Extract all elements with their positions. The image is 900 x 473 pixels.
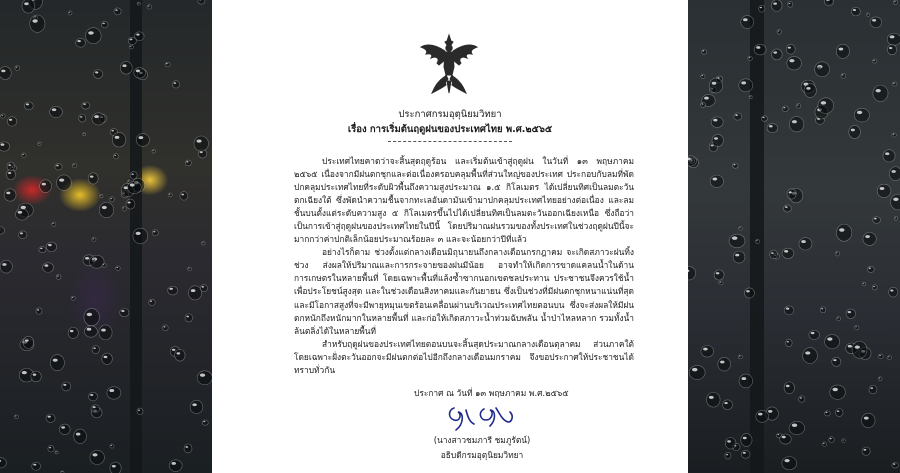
raindrop: [824, 411, 830, 416]
raindrop: [862, 447, 870, 455]
raindrop: [887, 33, 900, 45]
raindrop: [756, 410, 769, 422]
raindrop: [84, 326, 97, 337]
raindrop: [851, 7, 860, 16]
raindrop: [202, 420, 208, 425]
raindrop: [719, 281, 723, 285]
garuda-emblem-icon: [418, 33, 480, 95]
signer-position: อธิบดีกรมอุตุนิยมวิทยา: [440, 450, 524, 460]
raindrop: [789, 117, 803, 132]
body-paragraph-3: สำหรับฤดูฝนของประเทศไทยตอนบนจะสิ้นสุดประมาณกลางเดือนตุลาคม ส่วนภาคใต้โดยเฉพาะฝั่งตะวันออกจะมีฝนตกต่อไปอีกถึงกลางเดือนมกราคม จึงขอประกาศให้ประชาชนได้ทราบทั่วกัน: [294, 338, 634, 375]
raindrop: [92, 113, 105, 125]
raindrop: [709, 78, 722, 93]
raindrop: [114, 8, 121, 15]
raindrop: [55, 451, 58, 454]
raindrop: [893, 0, 897, 4]
raindrop: [197, 371, 212, 385]
raindrop: [110, 462, 121, 473]
raindrop: [36, 308, 42, 314]
raindrop: [832, 357, 841, 366]
raindrop: [76, 38, 86, 47]
raindrop: [714, 270, 724, 280]
raindrop: [855, 325, 859, 330]
raindrop: [892, 133, 896, 137]
raindrop: [190, 400, 203, 413]
announcement-body: [294, 155, 634, 377]
raindrop: [126, 199, 135, 209]
raindrop: [772, 49, 783, 60]
raindrop: [128, 37, 136, 44]
raindrop: [701, 345, 714, 357]
raindrop: [873, 217, 881, 224]
raindrop: [873, 85, 888, 101]
raindrop: [739, 79, 753, 92]
raindrop: [168, 193, 172, 197]
raindrop: [711, 117, 723, 128]
raindrop: [818, 98, 834, 114]
announcement-subject: เรื่อง การเริ่มต้นฤดูฝนของประเทศไทย พ.ศ.๒๕๖๕: [347, 124, 553, 135]
raindrop: [809, 330, 820, 339]
raindrop: [689, 365, 705, 379]
raindrop: [789, 421, 805, 434]
raindrop: [784, 205, 792, 212]
raindrop: [770, 250, 778, 259]
raindrop: [102, 353, 113, 364]
raindrop: [130, 171, 137, 179]
raindrop: [842, 439, 845, 443]
raindrops-right: [688, 0, 900, 473]
raindrop: [887, 356, 891, 360]
raindrop: [761, 116, 767, 122]
raindrop: [688, 266, 696, 280]
raindrop: [34, 16, 38, 19]
raindrop: [749, 96, 752, 99]
raindrop: [818, 66, 821, 69]
raindrop: [39, 247, 46, 253]
raindrop: [854, 108, 869, 122]
raindrop: [107, 387, 121, 399]
raindrop: [120, 308, 129, 316]
raindrop: [869, 385, 877, 394]
raindrop: [835, 409, 843, 417]
raindrop: [892, 462, 898, 468]
raindrop: [136, 134, 149, 147]
raindrop: [57, 175, 72, 191]
raindrop: [92, 237, 96, 241]
raindrop: [780, 434, 792, 444]
raindrop: [725, 438, 736, 450]
raindrop: [7, 162, 15, 171]
raindrop: [18, 231, 26, 239]
raindrop: [50, 355, 64, 371]
raindrop: [796, 103, 800, 108]
raindrop: [52, 222, 56, 226]
raindrop: [122, 206, 126, 211]
raindrop: [74, 429, 87, 443]
raindrop: [741, 434, 752, 447]
raindrop: [188, 286, 201, 300]
raindrop: [803, 348, 818, 364]
raindrop: [71, 296, 75, 300]
raindrop: [825, 335, 840, 349]
raindrop: [836, 44, 849, 58]
raindrop: [14, 415, 18, 419]
raindrop: [701, 74, 705, 78]
raindrop: [202, 242, 205, 245]
raindrop: [741, 16, 754, 29]
raindrop: [46, 242, 56, 252]
raindrop: [137, 2, 140, 5]
raindrop: [887, 44, 896, 54]
raindrop: [862, 413, 875, 428]
raindrop: [786, 44, 795, 54]
raindrop: [149, 299, 155, 305]
raindrop: [137, 408, 143, 415]
raindrop: [777, 29, 781, 34]
raindrop: [198, 0, 205, 4]
raindrop: [771, 0, 782, 11]
rain-photo-right: [688, 0, 900, 473]
raindrop: [738, 355, 742, 359]
raindrop: [863, 232, 876, 245]
raindrop: [829, 437, 834, 443]
raindrop: [15, 209, 28, 220]
raindrop: [867, 266, 874, 272]
raindrop: [89, 255, 104, 268]
raindrop: [767, 124, 778, 133]
raindrop: [0, 67, 11, 80]
raindrop: [79, 114, 86, 122]
raindrop: [22, 153, 26, 157]
raindrop: [38, 142, 41, 145]
raindrop: [734, 113, 742, 120]
raindrop: [870, 17, 882, 28]
raindrop: [889, 167, 900, 181]
raindrop: [878, 377, 882, 381]
raindrop: [23, 336, 34, 348]
raindrop: [852, 341, 867, 358]
raindrop: [90, 450, 105, 464]
raindrop: [152, 230, 158, 236]
raindrop: [15, 66, 20, 71]
raindrop: [129, 45, 133, 49]
raindrop: [83, 133, 86, 136]
raindrop: [836, 224, 851, 241]
raindrop: [84, 309, 99, 326]
raindrop: [185, 314, 193, 322]
raindrop: [22, 0, 35, 13]
raindrop: [815, 62, 830, 77]
raindrop: [804, 84, 816, 98]
raindrop: [878, 354, 883, 358]
raindrop: [110, 444, 114, 448]
raindrop: [782, 248, 794, 258]
raindrop: [91, 405, 100, 413]
raindrop: [739, 374, 753, 388]
raindrop: [7, 117, 16, 127]
raindrop: [93, 70, 102, 79]
raindrop: [891, 194, 900, 210]
raindrop: [872, 285, 877, 290]
raindrop: [89, 392, 98, 401]
raindrop: [820, 307, 826, 313]
raindrop: [134, 68, 146, 79]
raindrop: [1, 114, 6, 118]
raindrop: [739, 227, 743, 230]
raindrop: [889, 287, 898, 297]
raindrop: [110, 197, 115, 202]
raindrop: [0, 260, 12, 273]
raindrop: [733, 163, 739, 168]
raindrop: [754, 44, 766, 55]
raindrop: [165, 62, 170, 66]
raindrop: [0, 458, 6, 468]
raindrop: [46, 414, 55, 422]
raindrop: [782, 457, 797, 470]
raindrop: [92, 345, 99, 353]
raindrop: [701, 49, 706, 54]
raindrop: [744, 288, 754, 298]
raindrop: [786, 339, 793, 347]
raindrop: [200, 285, 207, 292]
raindrop: [866, 13, 869, 17]
raindrop: [99, 325, 112, 340]
raindrop: [894, 217, 897, 221]
raindrop: [86, 28, 102, 44]
raindrop: [849, 125, 861, 138]
raindrop: [799, 238, 812, 250]
raindrop: [169, 460, 182, 472]
raindrop: [100, 194, 103, 197]
raindrop: [180, 192, 188, 201]
raindrop: [824, 0, 833, 6]
raindrop: [862, 282, 865, 285]
raindrop: [168, 286, 178, 295]
raindrop: [759, 5, 765, 12]
raindrop: [784, 306, 794, 315]
announcement-title: ประกาศกรมอุตุนิยมวิทยา: [398, 109, 502, 120]
raindrop: [712, 134, 723, 146]
raindrop: [112, 132, 126, 147]
raindrop: [62, 382, 71, 391]
raindrop: [873, 59, 877, 63]
raindrop: [729, 234, 745, 248]
raindrop: [830, 385, 846, 399]
raindrop: [0, 142, 10, 152]
raindrop: [31, 371, 41, 382]
raindrop: [707, 392, 721, 407]
raindrop: [701, 102, 706, 107]
raindrop: [194, 136, 208, 151]
raindrop: [0, 227, 5, 235]
raindrop: [50, 106, 63, 117]
raindrop: [56, 274, 61, 279]
rain-photo-left: [0, 0, 212, 473]
raindrop: [32, 462, 41, 470]
raindrop: [99, 202, 113, 217]
signature: [444, 400, 518, 434]
raindrop: [152, 150, 155, 153]
raindrop: [877, 184, 891, 197]
raindrop: [784, 382, 794, 394]
raindrop: [4, 189, 16, 201]
raindrop: [835, 251, 839, 256]
raindrop: [73, 163, 77, 168]
raindrop: [147, 5, 152, 9]
raindrop: [163, 325, 169, 331]
title-divider: [388, 141, 512, 142]
raindrop: [733, 251, 745, 263]
raindrop: [748, 56, 753, 60]
raindrop: [883, 150, 895, 162]
raindrop: [841, 73, 846, 78]
raindrop: [175, 349, 185, 361]
raindrop: [185, 160, 191, 166]
raindrops-left: [0, 0, 212, 473]
body-paragraph-1: ประเทศไทยคาดว่าจะสิ้นสุดฤดูร้อน และเริ่มต้นเข้าสู่ฤดูฝน ในวันที่ ๑๓ พฤษภาคม ๒๕๖๕ เนื่องจากมีฝนตกชุกและต่อเนื่องครอบคลุมพื้นที่ส่วนใหญ่ของประเทศ ประกอบกับลมที่พัดปกคลุมประเทศไทยที่ระดับผิวพื้นถึงความสูงประมาณ ๑.๕ กิโลเมตร ได้เปลี่ยนทิศเป็นลมตะวันตกเฉียงใต้ ซึ่งพัดนำความชื้นจากทะเลอันดามันเข้ามาปกคลุมประเทศไทยอย่างต่อเนื่อง และลมชั้นบนตั้งแต่ระดับความสูง ๕ กิโลเมตรขึ้นไปได้เปลี่ยนทิศเป็นลมตะวันออกเฉียงเหนือ ซึ่งถือว่าเป็นการเข้าสู่ฤดูฝนของประเทศไทยในปีนี้ โดยปริมาณฝนรวมของทั้งประเทศในช่วงฤดูฝนปีนี้จะมากกว่าค่าปกติเล็กน้อยประมาณร้อยละ ๓ และจะน้อยกว่าปีที่แล้ว: [294, 156, 634, 245]
raindrop: [113, 154, 118, 159]
raindrop: [68, 327, 78, 338]
raindrop: [782, 106, 788, 112]
raindrop: [184, 444, 192, 453]
body-paragraph-2: อย่างไรก็ตาม ช่วงตั้งแต่กลางเดือนมิถุนายนถึงกลางเดือนกรกฎาคม จะเกิดสภาวะฝนทิ้งช่วง ส่งผลให้ปริมาณและการกระจายของฝนมีน้อย อาจทำให้เกิดการขาดแคลนน้ำในด้านการเกษตรในหลายพื้นที่ โดยเฉพาะพื้นที่แล้งซ้ำซากนอกเขตชลประทาน ประชาชนจึงควรใช้น้ำเพื่อประโยชน์สูงสุด และในช่วงเดือนสิงหาคมและกันยายน ซึ่งเป็นช่วงที่มีฝนตกชุกหนาแน่นที่สุด และมีโอกาสสูงที่จะมีพายุหมุนเขตร้อนเคลื่อนผ่านบริเวณประเทศไทยตอนบน ซึ่งจะส่งผลให้มีฝนตกหนักถึงหนักมากในหลายพื้นที่ และก่อให้เกิดสภาวะน้ำท่วมฉับพลัน น้ำป่าไหลหลาก รวมทั้งน้ำล้นตลิ่งได้ในหลายพื้นที่: [294, 247, 634, 336]
raindrop: [725, 452, 731, 459]
announcement-paper: [212, 0, 688, 473]
raindrop: [837, 317, 841, 321]
raindrop: [120, 62, 132, 75]
raindrop: [718, 357, 731, 371]
raindrop: [127, 181, 141, 193]
raindrop: [82, 102, 90, 109]
raindrop: [787, 57, 802, 70]
raindrop: [787, 189, 796, 199]
raindrop: [799, 396, 805, 402]
raindrop: [116, 266, 121, 270]
raindrop: [59, 424, 70, 434]
raindrop: [68, 11, 72, 15]
raindrop: [741, 450, 750, 458]
raindrop: [710, 175, 723, 187]
raindrop: [822, 442, 826, 446]
raindrop: [133, 228, 148, 244]
raindrop: [40, 180, 52, 193]
raindrop: [92, 258, 95, 261]
raindrop: [188, 267, 192, 271]
raindrop: [24, 102, 33, 110]
raindrop: [755, 239, 759, 243]
raindrop: [48, 445, 54, 452]
raindrop: [55, 164, 62, 170]
raindrop: [846, 309, 855, 319]
raindrop: [101, 21, 108, 28]
raindrop: [788, 2, 793, 8]
raindrop: [723, 400, 733, 410]
raindrop: [88, 173, 98, 184]
raindrop: [690, 158, 695, 163]
raindrop: [172, 81, 179, 88]
raindrop: [892, 82, 897, 86]
raindrop: [43, 263, 54, 273]
announcement-date: ประกาศ ณ วันที่ ๑๓ พฤษภาคม พ.ศ.๒๕๖๕: [414, 388, 569, 398]
signer-name: (นางสาวชมภารี ชมภูรัตน์): [433, 435, 531, 445]
